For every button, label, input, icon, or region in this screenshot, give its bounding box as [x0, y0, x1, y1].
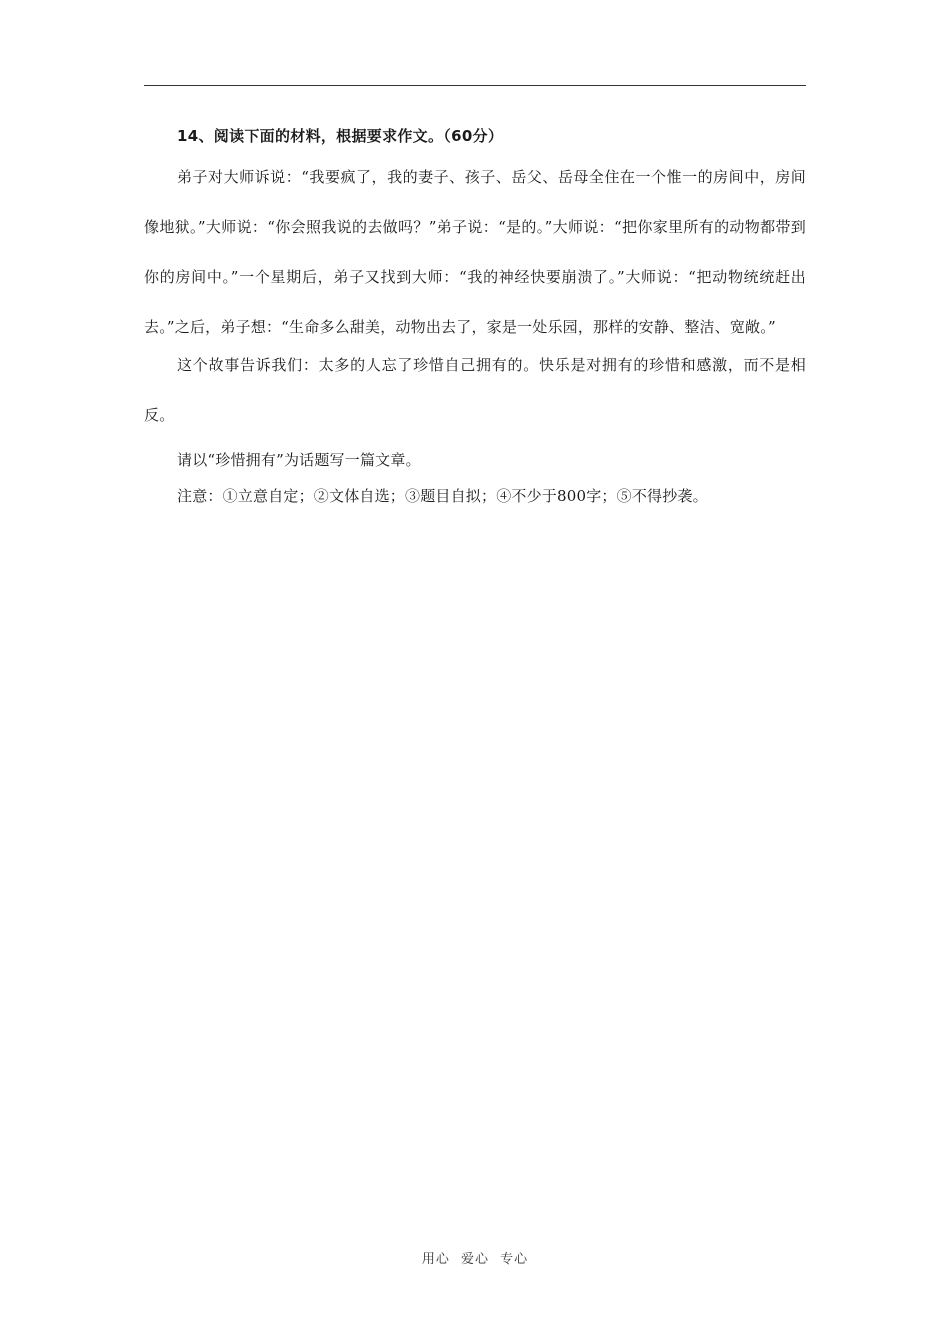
lesson-paragraph: 这个故事告诉我们：太多的人忘了珍惜自己拥有的。快乐是对拥有的珍惜和感激，而不是相反。	[144, 356, 806, 424]
prompt-paragraph: 请以“珍惜拥有”为话题写一篇文章。	[177, 451, 421, 469]
question-title: 14、阅读下面的材料，根据要求作文。（60分）	[177, 127, 504, 145]
story-paragraph: 弟子对大师诉说：“我要疯了，我的妻子、孩子、岳父、岳母全住在一个惟一的房间中，房间像地狱。”大师说：“你会照我说的去做吗？”弟子说：“是的。”大师说：“把你家里所有的动物都带到你的房间中。”一个星期后，弟子又找到大师：“我的神经快要崩溃了。”大师说：“把动物统统赶出去。”之后，弟子想：“生命多么甜美，动物出去了，家是一处乐园，那样的安静、整洁、宽敞。”	[144, 168, 806, 336]
header-rule	[144, 85, 806, 86]
question-block	[144, 118, 806, 514]
notice-paragraph: 注意：①立意自定；②文体自选；③题目自拟；④不少于800字；⑤不得抄袭。	[177, 487, 708, 505]
page-footer: 用心 爱心 专心	[421, 1252, 529, 1267]
